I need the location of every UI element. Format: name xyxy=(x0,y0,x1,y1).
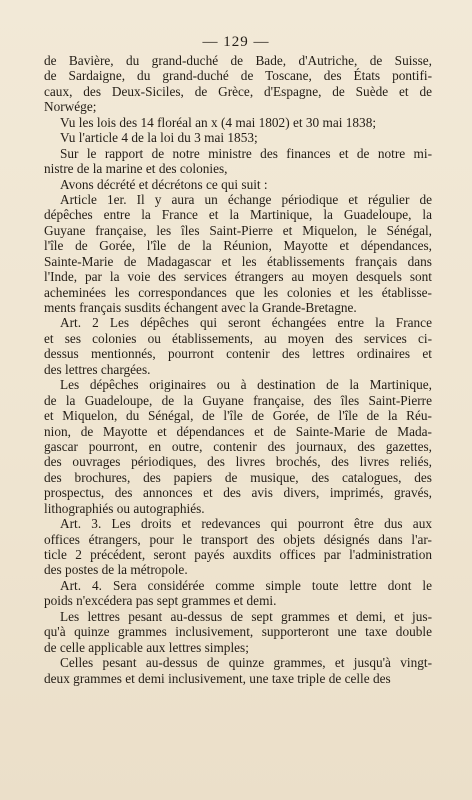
text-line: ments français susdits échangent avec la Grande-Bretagne. xyxy=(44,300,357,315)
text-line: qu'à quinze grammes inclusivement, supporteront une taxe double xyxy=(44,624,432,640)
text-line: Guyane française, les îles Saint-Pierre et Miquelon, le Sénégal, xyxy=(44,222,432,238)
text-line: prospectus, des annonces et des avis divers, imprimés, gravés, xyxy=(44,485,432,501)
text-line: Art. 3. Les droits et redevances qui pourront être dus aux xyxy=(60,516,432,532)
paragraph xyxy=(44,53,432,115)
text-line: caux, des Deux-Siciles, de Grèce, d'Espagne, de Suède et de xyxy=(44,83,432,99)
text-line: Les dépêches originaires ou à destination de la Martinique, xyxy=(60,377,432,393)
page-number: — 129 — xyxy=(202,34,270,50)
text-line: Article 1er. Il y aura un échange périodique et régulier de xyxy=(60,191,432,207)
text-line: poids n'excédera pas sept grammes et demi. xyxy=(44,593,277,609)
text-line: nistre de la marine et des colonies, xyxy=(44,161,228,177)
text-line: des postes de la métropole. xyxy=(44,562,188,578)
paragraph xyxy=(44,655,432,686)
text-line: Vu les lois des 14 floréal an x (4 mai 1802) et 30 mai 1838; xyxy=(60,114,377,130)
text-line: dépêches entre la France et la Martinique, la Guadeloupe, la xyxy=(44,207,432,223)
paragraph xyxy=(44,146,432,177)
text-line: Art. 2 Les dépêches qui seront échangées entre la France xyxy=(60,315,432,331)
paragraph xyxy=(44,516,432,578)
text-line: des lettres chargées. xyxy=(44,361,151,377)
text-line: de Sardaigne, du grand-duché de Toscane, des États pontifi- xyxy=(44,68,432,84)
text-line: de celle applicable aux lettres simples; xyxy=(44,639,249,655)
text-line: acheminées les correspondances que les colonies et les établisse- xyxy=(44,284,432,300)
text-line: ticle 2 précédent, seront payés auxdits offices par l'administration xyxy=(44,547,432,562)
text-line: de Bavière, du grand-duché de Bade, d'Autriche, de Suisse, xyxy=(44,53,432,68)
text-line: de la Guadeloupe, de la Guyane française, des îles Saint-Pierre xyxy=(44,392,432,408)
text-line: l'Inde, par la voie des services étrangers au moyen desquels sont xyxy=(44,269,432,285)
text-line: dessus mentionnés, pourront contenir des lettres ordinaires et xyxy=(44,346,432,362)
paragraph xyxy=(44,377,432,516)
text-line: et Miquelon, du Sénégal, de l'île de Gorée, de l'île de la Réu- xyxy=(44,408,432,424)
text-line: Norwége; xyxy=(44,99,97,115)
text-line: Celles pesant au-dessus de quinze grammes, et jusqu'à vingt- xyxy=(60,655,432,671)
text-line: Sur le rapport de notre ministre des finances et de notre mi- xyxy=(60,145,432,161)
body-text xyxy=(44,53,432,686)
text-line: nion, de Mayotte et dépendances et de Sainte-Marie de Mada- xyxy=(44,423,432,439)
paragraph xyxy=(44,130,432,145)
text-line: deux grammes et demi inclusivement, une taxe triple de celle des xyxy=(44,670,391,686)
text-line: offices étrangers, pour le transport des objets désignés dans l'ar- xyxy=(44,531,432,547)
text-line: Avons décrété et décrétons ce qui suit : xyxy=(60,176,268,192)
paragraph xyxy=(44,192,432,316)
paragraph xyxy=(44,115,432,130)
text-line: gascar pourront, en outre, contenir des journaux, des gazettes, xyxy=(44,438,432,454)
paragraph xyxy=(44,177,432,192)
paragraph xyxy=(44,315,432,377)
text-line: Vu l'article 4 de la loi du 3 mai 1853; xyxy=(60,130,258,146)
text-line: et ses colonies ou établissements, au moyen des services ci- xyxy=(44,330,432,346)
text-line: Sainte-Marie de Madagascar et les établissements français dans xyxy=(44,253,432,269)
text-line: des brochures, des papiers de musique, des catalogues, des xyxy=(44,469,432,485)
text-line: lithographiés ou autographiés. xyxy=(44,500,205,516)
text-line: l'île de Gorée, l'île de la Réunion, Mayotte et dépendances, xyxy=(44,238,432,254)
paragraph xyxy=(44,609,432,655)
paragraph xyxy=(44,578,432,609)
text-line: Les lettres pesant au-dessus de sept grammes et demi, et jus- xyxy=(60,608,432,624)
text-line: Art. 4. Sera considérée comme simple toute lettre dont le xyxy=(60,577,432,593)
text-line: des ouvrages périodiques, des livres brochés, des livres reliés, xyxy=(44,454,432,470)
